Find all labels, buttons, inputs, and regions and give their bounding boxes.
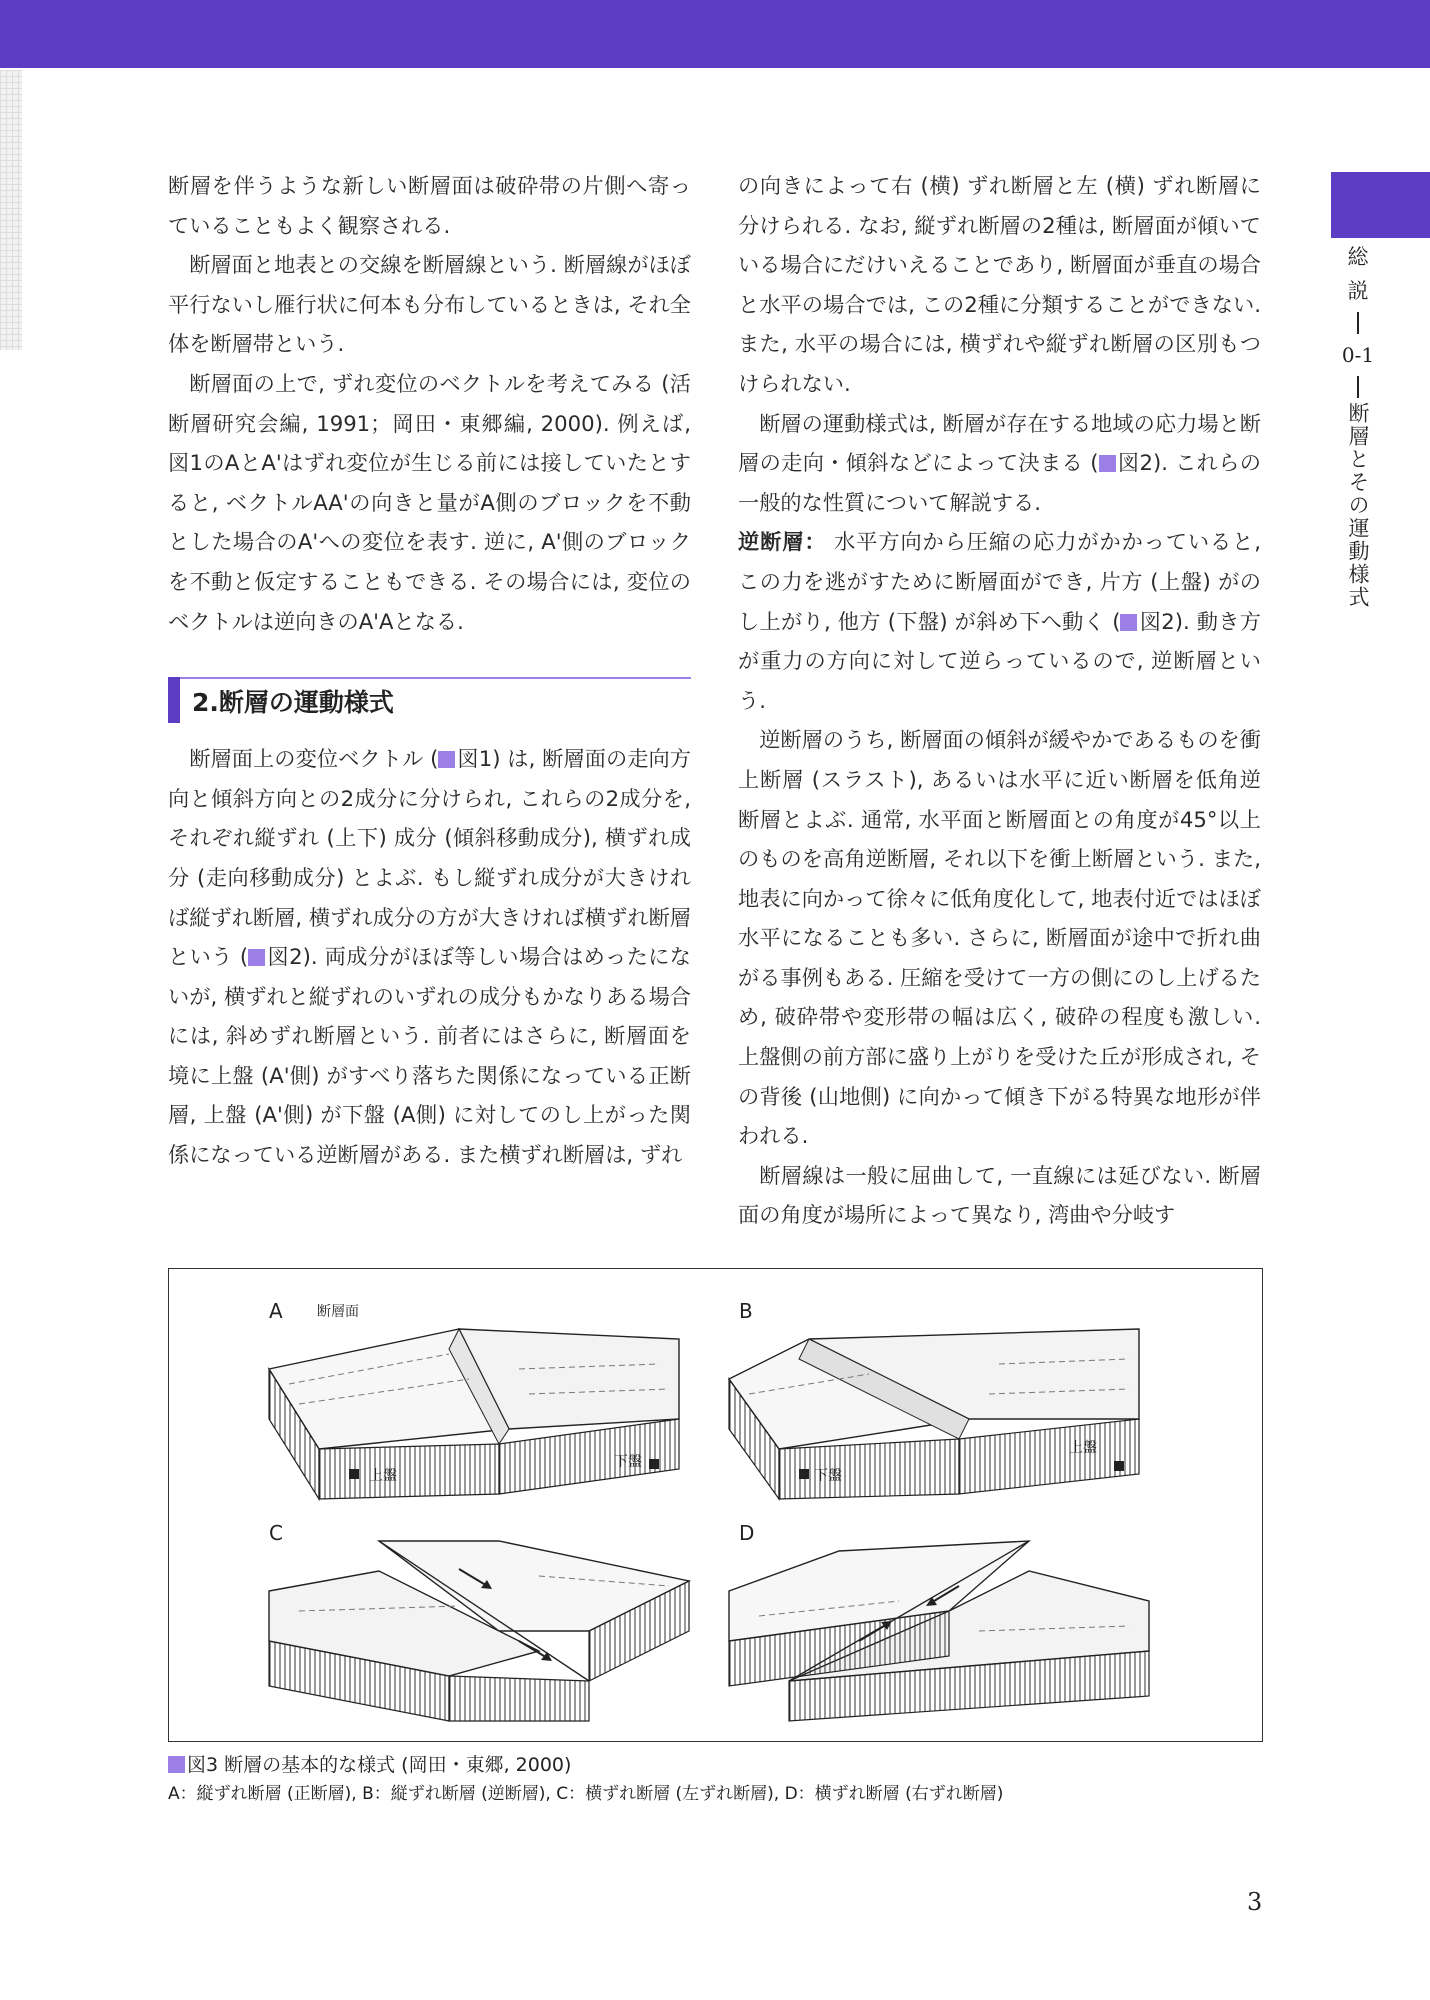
paragraph: の向きによって右 (横) ずれ断層と左 (横) ずれ断層に分けられる. なお, 縦ずれ断層の2種は, 断層面が傾いている場合にだけいえることであり, 断層面が垂直の場合と水平の場合では, この2種に分類することができない. また, 水平の場合には, 横ずれや縦ずれ断層の区別もつけられない.	[738, 173, 1261, 396]
fault-plane-label: 断層面	[317, 1304, 359, 1320]
figure-ref-marker	[1120, 614, 1137, 631]
figure-frame	[168, 1268, 1263, 1742]
section-heading	[168, 673, 691, 725]
figure-ref-marker	[1099, 455, 1116, 472]
text-run: 水平方向から圧縮の応力がかかっていると, この力を逃がすために断層面ができ, 片方 (上盤) がのし上がり, 他方 (下盤) が斜め下へ動く (	[738, 529, 1261, 634]
right-column	[738, 166, 1261, 1235]
chapter-divider	[1357, 376, 1359, 398]
text-run: ) は, 断層面の走向方向と傾斜方向との2成分に分けられ, これらの2成分を, それぞれ縦ずれ (上下) 成分 (傾斜移動成分), 横ずれ成分 (走向移動成分) とよぶ. もし縦ずれ成分が大きければ縦ずれ断層, 横ずれ成分の方が大きければ横ずれ断層という (	[168, 746, 691, 970]
figure-caption-title	[168, 1750, 571, 1777]
chapter-title: 断層とその運動様式	[1346, 402, 1370, 609]
hanging-wall-label: 上盤	[1069, 1440, 1097, 1456]
chapter-char-2: 説	[1347, 279, 1369, 303]
paragraph	[738, 404, 1261, 523]
figure-ref-marker	[168, 1756, 185, 1773]
paragraph	[168, 739, 691, 1175]
left-column	[168, 166, 691, 1175]
heading-rule	[180, 677, 691, 679]
paragraph: 断層を伴うような新しい断層面は破砕帯の片側へ寄っていることもよく観察される.	[168, 173, 691, 238]
figure-ref-marker	[248, 949, 265, 966]
chapter-number: 0-1	[1341, 343, 1375, 367]
figure-ref: 図1	[457, 746, 493, 772]
chapter-label	[1338, 240, 1378, 609]
hanging-wall-label: 上盤	[369, 1468, 397, 1484]
figure-ref-marker	[438, 751, 455, 768]
text-run: 断層面上の変位ベクトル (	[189, 746, 439, 772]
panel-label-b: B	[739, 1299, 753, 1323]
left-lateral-fault-diagram	[259, 1531, 699, 1731]
chapter-divider	[1357, 312, 1359, 334]
right-lateral-fault-diagram	[719, 1531, 1159, 1731]
paragraph	[738, 522, 1261, 720]
page-number: 3	[1247, 1888, 1263, 1916]
text-run: ). 両成分がほぼ等しい場合はめったにないが, 横ずれと縦ずれのいずれの成分もかなりある場合には, 斜めずれ断層という. 前者にはさらに, 断層面を境に上盤 (A'側) がすべり落ちた関係になっている正断層, 上盤 (A'側) が下盤 (A側) に対してのし上がった関係になっている逆断層がある. また横ずれ断層は, ずれ	[168, 944, 691, 1168]
panel-label-c: C	[269, 1521, 283, 1545]
text-run: ). これらの一般的な性質について解説する.	[738, 450, 1261, 515]
figure-ref: 図2	[1117, 450, 1153, 476]
caption-text: 図3 断層の基本的な様式 (岡田・東郷, 2000)	[187, 1754, 572, 1776]
paragraph: 断層面の上で, ずれ変位のベクトルを考えてみる (活断層研究会編, 1991；岡田・東郷編, 2000). 例えば, 図1のAとA'はずれ変位が生じる前には接していたとすると, ベクトルAA'の向きと量がA側のブロックを不動とした場合のA'への変位を表す. 逆に, A'側のブロックを不動と仮定することもできる. その場合には, 変位のベクトルは逆向きのA'Aとなる.	[168, 370, 691, 634]
reverse-fault-diagram	[719, 1309, 1159, 1509]
paragraph: 断層線は一般に屈曲して, 一直線には延びない. 断層面の角度が場所によって異なり, 湾曲や分岐す	[738, 1162, 1261, 1228]
heading-text: 2.断層の運動様式	[192, 688, 394, 718]
normal-fault-diagram	[259, 1309, 699, 1509]
footwall-label: 下盤	[814, 1468, 842, 1484]
chapter-char-1: 総	[1347, 245, 1369, 269]
top-band	[0, 0, 1430, 68]
figure-ref: 図2	[1139, 608, 1175, 634]
figure-caption-description: A：縦ずれ断層 (正断層), B：縦ずれ断層 (逆断層), C：横ずれ断層 (左ずれ断層), D：横ずれ断層 (右ずれ断層)	[168, 1784, 1004, 1804]
text-run: ). 動き方が重力の方向に対して逆らっているので, 逆断層という.	[738, 608, 1261, 713]
paragraph: 逆断層のうち, 断層面の傾斜が緩やかであるものを衝上断層 (スラスト), あるいは水平に近い断層を低角逆断層とよぶ. 通常, 水平面と断層面との角度が45°以上のものを高角逆断層, それ以下を衝上断層という. また, 地表に向かって徐々に低角度化して, 地表付近ではほぼ水平になることも多い. さらに, 断層面が途中で折れ曲がる事例もある. 圧縮を受けて一方の側にのし上げるため, 破砕帯や変形帯の幅は広く, 破砕の程度も激しい. 上盤側の前方部に盛り上がりを受けた丘が形成され, その背後 (山地側) に向かって傾き下がる特異な地形が伴われる.	[738, 727, 1261, 1149]
page-edge-pattern	[0, 70, 22, 350]
footwall-label: 下盤	[614, 1454, 642, 1470]
panel-label-a: A	[269, 1299, 283, 1323]
text-run: 断層の運動様式は, 断層が存在する地域の応力場と断層の走向・傾斜などによって決まる (	[738, 410, 1261, 476]
heading-bar	[168, 677, 180, 723]
term-heading: 逆断層：	[738, 529, 827, 555]
panel-label-d: D	[739, 1521, 755, 1545]
paragraph: 断層面と地表との交線を断層線という. 断層線がほぼ平行ないし雁行状に何本も分布しているときは, それ全体を断層帯という.	[168, 252, 691, 357]
chapter-tab	[1331, 172, 1430, 238]
figure-ref: 図2	[267, 944, 303, 970]
